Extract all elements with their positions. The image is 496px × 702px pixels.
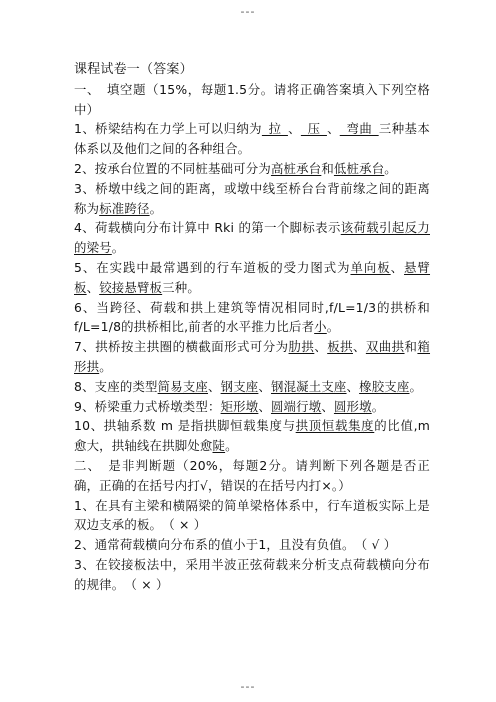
answer: 简易支座 xyxy=(157,378,209,394)
question-text: 10、拱轴系数 m 是指拱脚恒载集度与 xyxy=(74,418,296,434)
question-text: 3、桥墩中线之间的距离，或墩中线至桥台台背前缘之间的距离称为 xyxy=(74,180,430,216)
question-text: 7、拱桥按主拱圈的横截面形式可分为 xyxy=(74,339,289,355)
answer: 圆形墩 xyxy=(333,398,372,414)
answer: 该荷载引起反力的梁号 xyxy=(74,220,430,256)
question-text: 2、按承台位置的不同桩基础可分为 xyxy=(74,160,271,176)
question-5 xyxy=(74,258,430,298)
question-text: 。 xyxy=(111,240,125,256)
answer: 双曲拱 xyxy=(365,339,405,355)
answer: _拉_ xyxy=(262,121,288,137)
question-text: 和 xyxy=(321,160,334,176)
question-text: 。 xyxy=(371,398,385,414)
answer: 钢支座 xyxy=(220,378,259,394)
answer: 小 xyxy=(314,319,327,335)
answer: 钢混凝土支座 xyxy=(270,378,347,394)
answer: 板拱 xyxy=(327,339,353,355)
question-6 xyxy=(74,298,430,338)
answer: 圆端行墩 xyxy=(270,398,322,414)
question-text: 。 xyxy=(409,378,423,394)
question-text: 。 xyxy=(384,160,397,176)
answer: 高桩承台 xyxy=(270,160,322,176)
question-text: 的比值,m 愈大，拱轴线在拱脚处愈 xyxy=(74,418,430,454)
question-text: 。 xyxy=(149,200,163,216)
question-text: 9、桥梁重力式桥墩类型： xyxy=(74,398,221,414)
question-text: 。 xyxy=(326,319,340,335)
answer: 拱顶恒载集度 xyxy=(295,418,375,434)
answer: 铰接悬臂板 xyxy=(99,279,163,295)
answer: 陡 xyxy=(212,438,226,454)
answer: _弯曲_ xyxy=(339,121,379,137)
question-text: 、 xyxy=(352,339,366,355)
question-7 xyxy=(74,337,430,377)
page-title: 课程试卷一（答案） xyxy=(74,62,193,77)
page-footer: --- xyxy=(240,680,256,693)
question-text: 、 xyxy=(314,339,328,355)
question-10 xyxy=(74,416,430,456)
question-text: 、 xyxy=(86,279,100,295)
answer: _压_ xyxy=(300,121,327,137)
question-1 xyxy=(74,119,430,159)
question-text: 三种。 xyxy=(162,279,200,295)
answer: 肋拱 xyxy=(288,339,315,355)
section-2-heading: 二、 是非判断题（20%，每题2分。请判断下列各题是否正确，正确的在括号内打√，错误的在括号内打×。） xyxy=(74,457,430,493)
judgment-question-3: 3、在铰接板法中，采用半波正弦荷载来分析支点荷载横向分布的规律。 （ × ） xyxy=(74,556,430,592)
question-text: 、 xyxy=(287,121,301,137)
question-8 xyxy=(74,377,430,397)
judgment-question-1: 1、在具有主梁和横隔梁的简单梁格体系中，行车道板实际上是双边支承的板。 （ × ） xyxy=(74,497,430,533)
question-text: 。 xyxy=(225,438,238,454)
question-text: 、 xyxy=(258,378,271,394)
section-1-heading: 一、 填空题（15%，每题1.5分。请将正确答案填入下列空格中） xyxy=(74,81,430,117)
question-text: 6、当跨径、荷载和拱上建筑等情况相同时,f/L=1/3的拱桥和 f/L=1/8的拱桥相比,前者的水平推力比后者 xyxy=(74,299,430,335)
question-text: 、 xyxy=(390,259,405,275)
question-text: 、 xyxy=(346,378,360,394)
answer: 标准跨径 xyxy=(99,200,150,216)
page-header: --- xyxy=(240,5,256,18)
document-body xyxy=(74,60,430,595)
question-3 xyxy=(74,179,430,219)
question-text: 4、荷载横向分布计算中 Rki 的第一个脚标表示 xyxy=(74,220,341,236)
question-text: 、 xyxy=(326,121,340,137)
question-9 xyxy=(74,397,430,417)
answer: 橡胶支座 xyxy=(359,378,410,394)
question-text: 和 xyxy=(404,339,418,355)
question-2 xyxy=(74,159,430,179)
answer: 单向板 xyxy=(350,259,391,275)
question-text: 8、支座的类型 xyxy=(74,378,158,394)
question-text: 、 xyxy=(258,398,271,414)
question-text: 。 xyxy=(99,358,112,374)
question-text: 、 xyxy=(208,378,221,394)
question-text: 三种基本体系以及他们之间的各种组合。 xyxy=(74,121,430,157)
question-text: 1、桥梁结构在力学上可以归纳为 xyxy=(74,121,263,137)
answer: 矩形墩 xyxy=(220,398,259,414)
answer: 低桩承台 xyxy=(333,160,385,176)
question-text: 、 xyxy=(321,398,334,414)
answer: 箱形拱 xyxy=(74,339,431,374)
question-4 xyxy=(74,218,430,258)
question-text: 5、在实践中最常遇到的行车道板的受力图式为 xyxy=(74,259,351,275)
answer: 悬臂板 xyxy=(74,259,431,295)
judgment-question-2: 2、通常荷载横向分布系的值小于1，且没有负值。 （ √ ） xyxy=(74,537,397,553)
